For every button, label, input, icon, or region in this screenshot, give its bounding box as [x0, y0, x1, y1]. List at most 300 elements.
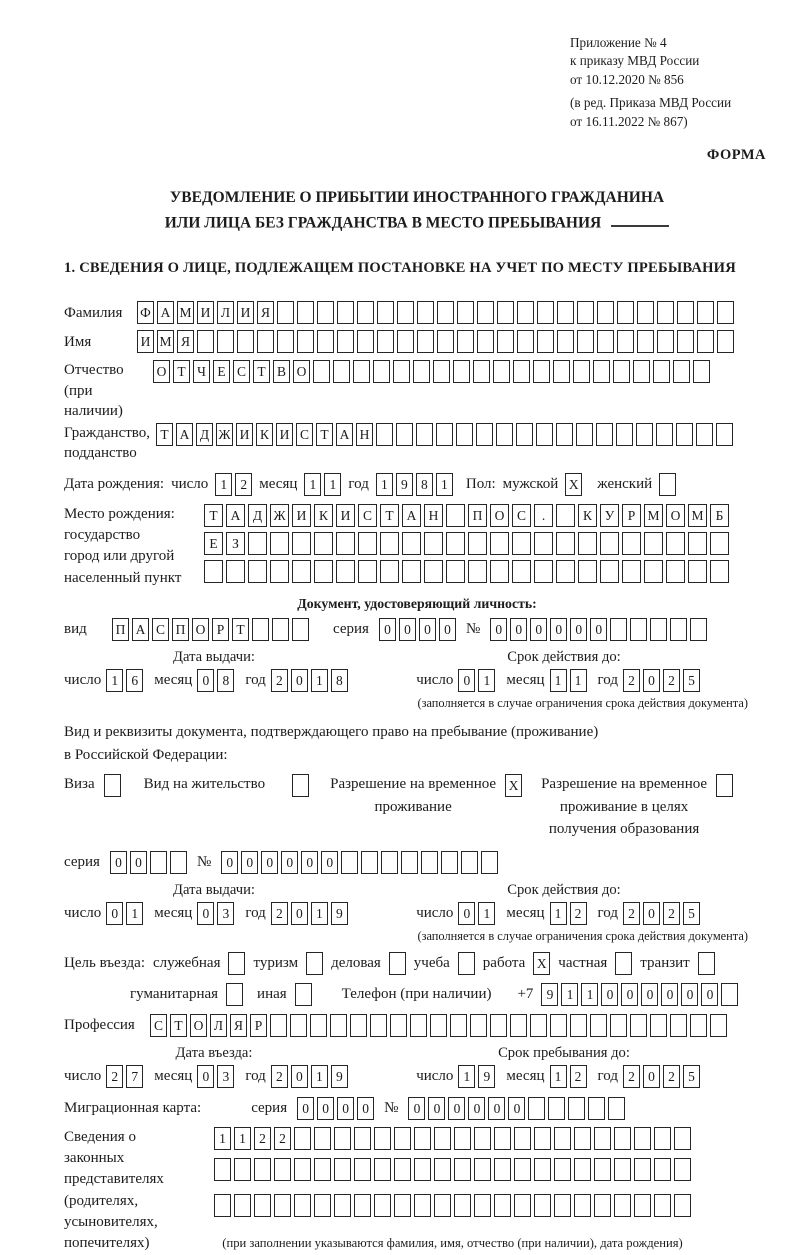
char-cell[interactable]	[297, 330, 314, 353]
birth-day-cells[interactable]	[215, 473, 252, 496]
char-cell[interactable]	[380, 560, 399, 583]
entry-month-cells[interactable]	[197, 1065, 234, 1088]
char-cell[interactable]: К	[314, 504, 333, 527]
char-cell[interactable]	[570, 1014, 587, 1037]
char-cell[interactable]	[433, 360, 450, 383]
char-cell[interactable]	[274, 1194, 291, 1217]
char-cell[interactable]: Л	[217, 301, 234, 324]
char-cell[interactable]	[688, 532, 707, 555]
residence-issue-month-cells[interactable]	[197, 902, 234, 925]
char-cell[interactable]	[608, 1097, 625, 1120]
char-cell[interactable]: Ж	[270, 504, 289, 527]
char-cell[interactable]: 2	[271, 902, 288, 925]
char-cell[interactable]: И	[237, 301, 254, 324]
char-cell[interactable]	[454, 1194, 471, 1217]
char-cell[interactable]	[634, 1158, 651, 1181]
residence-issue-year-cells[interactable]	[271, 902, 348, 925]
char-cell[interactable]: К	[578, 504, 597, 527]
char-cell[interactable]	[514, 1194, 531, 1217]
char-cell[interactable]	[417, 301, 434, 324]
char-cell[interactable]	[341, 851, 358, 874]
char-cell[interactable]	[557, 330, 574, 353]
char-cell[interactable]	[630, 1014, 647, 1037]
char-cell[interactable]: 1	[311, 902, 328, 925]
char-cell[interactable]	[630, 618, 647, 641]
char-cell[interactable]	[237, 330, 254, 353]
char-cell[interactable]: 0	[399, 618, 416, 641]
char-cell[interactable]	[380, 532, 399, 555]
entry-year-cells[interactable]	[271, 1065, 348, 1088]
char-cell[interactable]: И	[336, 504, 355, 527]
char-cell[interactable]	[170, 851, 187, 874]
char-cell[interactable]	[644, 560, 663, 583]
char-cell[interactable]: 9	[331, 1065, 348, 1088]
char-cell[interactable]	[528, 1097, 545, 1120]
char-cell[interactable]	[214, 1158, 231, 1181]
char-cell[interactable]	[494, 1194, 511, 1217]
char-cell[interactable]	[657, 301, 674, 324]
char-cell[interactable]	[354, 1158, 371, 1181]
char-cell[interactable]	[204, 560, 223, 583]
char-cell[interactable]: 0	[488, 1097, 505, 1120]
char-cell[interactable]	[597, 301, 614, 324]
char-cell[interactable]: Е	[213, 360, 230, 383]
char-cell[interactable]	[690, 618, 707, 641]
char-cell[interactable]	[616, 423, 633, 446]
representatives-row3-cells[interactable]	[214, 1194, 691, 1217]
char-cell[interactable]: 0	[448, 1097, 465, 1120]
doc-issue-year-cells[interactable]	[271, 669, 348, 692]
char-cell[interactable]: 0	[508, 1097, 525, 1120]
char-cell[interactable]	[710, 532, 729, 555]
char-cell[interactable]	[633, 360, 650, 383]
sex-male-checkbox[interactable]	[565, 473, 582, 496]
char-cell[interactable]: А	[226, 504, 245, 527]
char-cell[interactable]	[596, 423, 613, 446]
char-cell[interactable]: 1	[126, 902, 143, 925]
char-cell[interactable]: В	[273, 360, 290, 383]
char-cell[interactable]	[393, 360, 410, 383]
char-cell[interactable]: О	[666, 504, 685, 527]
char-cell[interactable]	[292, 560, 311, 583]
char-cell[interactable]	[676, 423, 693, 446]
char-cell[interactable]	[490, 1014, 507, 1037]
char-cell[interactable]	[295, 983, 312, 1006]
char-cell[interactable]: У	[600, 504, 619, 527]
char-cell[interactable]: 1	[311, 669, 328, 692]
char-cell[interactable]	[588, 1097, 605, 1120]
char-cell[interactable]: Я	[257, 301, 274, 324]
char-cell[interactable]: 0	[291, 669, 308, 692]
char-cell[interactable]: 1	[436, 473, 453, 496]
char-cell[interactable]	[257, 330, 274, 353]
char-cell[interactable]	[424, 560, 443, 583]
purpose-humanitarian-checkbox[interactable]	[226, 983, 243, 1006]
char-cell[interactable]	[294, 1127, 311, 1150]
char-cell[interactable]	[710, 560, 729, 583]
char-cell[interactable]	[534, 560, 553, 583]
char-cell[interactable]	[556, 423, 573, 446]
char-cell[interactable]	[434, 1158, 451, 1181]
char-cell[interactable]: А	[336, 423, 353, 446]
char-cell[interactable]: Т	[156, 423, 173, 446]
char-cell[interactable]	[314, 1158, 331, 1181]
residence-expiry-month-cells[interactable]	[550, 902, 587, 925]
char-cell[interactable]	[590, 1014, 607, 1037]
char-cell[interactable]	[593, 360, 610, 383]
char-cell[interactable]: М	[644, 504, 663, 527]
char-cell[interactable]	[554, 1158, 571, 1181]
char-cell[interactable]	[554, 1194, 571, 1217]
char-cell[interactable]	[594, 1158, 611, 1181]
char-cell[interactable]	[557, 301, 574, 324]
char-cell[interactable]: 0	[643, 669, 660, 692]
phone-cells[interactable]	[541, 983, 738, 1006]
stay-day-cells[interactable]	[458, 1065, 495, 1088]
char-cell[interactable]	[358, 560, 377, 583]
firstname-cells[interactable]	[137, 330, 734, 353]
char-cell[interactable]	[217, 330, 234, 353]
birth-month-cells[interactable]	[304, 473, 341, 496]
char-cell[interactable]	[512, 532, 531, 555]
char-cell[interactable]	[710, 1014, 727, 1037]
char-cell[interactable]	[272, 618, 289, 641]
birthplace-row3-cells[interactable]	[204, 560, 729, 583]
char-cell[interactable]: 1	[550, 669, 567, 692]
char-cell[interactable]	[537, 301, 554, 324]
char-cell[interactable]	[614, 1127, 631, 1150]
mc-series-cells[interactable]	[297, 1097, 374, 1120]
char-cell[interactable]: 0	[458, 669, 475, 692]
char-cell[interactable]: X	[565, 473, 582, 496]
char-cell[interactable]: 0	[621, 983, 638, 1006]
char-cell[interactable]	[654, 1194, 671, 1217]
char-cell[interactable]	[666, 532, 685, 555]
char-cell[interactable]: А	[157, 301, 174, 324]
doc-number-cells[interactable]	[490, 618, 707, 641]
char-cell[interactable]	[533, 360, 550, 383]
char-cell[interactable]	[497, 330, 514, 353]
char-cell[interactable]	[494, 1158, 511, 1181]
char-cell[interactable]: 0	[321, 851, 338, 874]
char-cell[interactable]: Ф	[137, 301, 154, 324]
char-cell[interactable]: Л	[210, 1014, 227, 1037]
char-cell[interactable]	[314, 1194, 331, 1217]
char-cell[interactable]	[376, 423, 393, 446]
stay-year-cells[interactable]	[623, 1065, 700, 1088]
char-cell[interactable]: 0	[643, 902, 660, 925]
char-cell[interactable]	[454, 1158, 471, 1181]
char-cell[interactable]	[634, 1127, 651, 1150]
char-cell[interactable]: 6	[126, 669, 143, 692]
char-cell[interactable]: 2	[235, 473, 252, 496]
purpose-transit-checkbox[interactable]	[698, 952, 715, 975]
char-cell[interactable]: К	[256, 423, 273, 446]
char-cell[interactable]	[292, 774, 309, 797]
char-cell[interactable]	[414, 1194, 431, 1217]
char-cell[interactable]	[666, 560, 685, 583]
char-cell[interactable]: А	[402, 504, 421, 527]
char-cell[interactable]	[476, 423, 493, 446]
char-cell[interactable]	[413, 360, 430, 383]
char-cell[interactable]	[474, 1127, 491, 1150]
char-cell[interactable]	[389, 952, 406, 975]
char-cell[interactable]	[446, 532, 465, 555]
char-cell[interactable]	[677, 301, 694, 324]
char-cell[interactable]	[234, 1194, 251, 1217]
char-cell[interactable]	[461, 851, 478, 874]
char-cell[interactable]: 1	[234, 1127, 251, 1150]
char-cell[interactable]: Б	[710, 504, 729, 527]
char-cell[interactable]: 1	[478, 902, 495, 925]
char-cell[interactable]	[576, 423, 593, 446]
char-cell[interactable]: О	[490, 504, 509, 527]
char-cell[interactable]: X	[533, 952, 550, 975]
char-cell[interactable]: 0	[106, 902, 123, 925]
char-cell[interactable]: 9	[396, 473, 413, 496]
char-cell[interactable]: 2	[623, 669, 640, 692]
char-cell[interactable]	[394, 1127, 411, 1150]
char-cell[interactable]: Н	[424, 504, 443, 527]
char-cell[interactable]: Д	[248, 504, 267, 527]
char-cell[interactable]	[334, 1127, 351, 1150]
char-cell[interactable]	[358, 532, 377, 555]
char-cell[interactable]	[610, 618, 627, 641]
char-cell[interactable]	[333, 360, 350, 383]
stay-month-cells[interactable]	[550, 1065, 587, 1088]
char-cell[interactable]	[270, 1014, 287, 1037]
char-cell[interactable]: 8	[331, 669, 348, 692]
char-cell[interactable]	[436, 423, 453, 446]
char-cell[interactable]	[574, 1158, 591, 1181]
char-cell[interactable]: 0	[510, 618, 527, 641]
char-cell[interactable]: 5	[683, 669, 700, 692]
char-cell[interactable]: Т	[316, 423, 333, 446]
char-cell[interactable]	[496, 423, 513, 446]
char-cell[interactable]: 0	[291, 1065, 308, 1088]
char-cell[interactable]: Я	[230, 1014, 247, 1037]
char-cell[interactable]: 0	[468, 1097, 485, 1120]
residence-permit-checkbox[interactable]	[292, 774, 309, 797]
char-cell[interactable]: 0	[301, 851, 318, 874]
char-cell[interactable]	[556, 560, 575, 583]
char-cell[interactable]	[434, 1194, 451, 1217]
char-cell[interactable]	[313, 360, 330, 383]
char-cell[interactable]	[357, 301, 374, 324]
char-cell[interactable]: М	[688, 504, 707, 527]
residence-expiry-day-cells[interactable]	[458, 902, 495, 925]
birthplace-row1-cells[interactable]	[204, 504, 729, 527]
char-cell[interactable]: 0	[601, 983, 618, 1006]
char-cell[interactable]	[474, 1194, 491, 1217]
char-cell[interactable]	[377, 301, 394, 324]
char-cell[interactable]: 2	[570, 1065, 587, 1088]
char-cell[interactable]: Т	[173, 360, 190, 383]
char-cell[interactable]	[717, 301, 734, 324]
char-cell[interactable]: 3	[217, 1065, 234, 1088]
char-cell[interactable]	[670, 618, 687, 641]
char-cell[interactable]	[473, 360, 490, 383]
char-cell[interactable]	[578, 560, 597, 583]
char-cell[interactable]: 1	[324, 473, 341, 496]
char-cell[interactable]	[696, 423, 713, 446]
char-cell[interactable]: Ж	[216, 423, 233, 446]
char-cell[interactable]: 1	[561, 983, 578, 1006]
char-cell[interactable]	[314, 1127, 331, 1150]
char-cell[interactable]	[394, 1158, 411, 1181]
char-cell[interactable]: 0	[550, 618, 567, 641]
char-cell[interactable]	[477, 330, 494, 353]
char-cell[interactable]	[534, 532, 553, 555]
char-cell[interactable]	[644, 532, 663, 555]
char-cell[interactable]: 2	[623, 902, 640, 925]
char-cell[interactable]	[573, 360, 590, 383]
char-cell[interactable]	[314, 532, 333, 555]
purpose-work-checkbox[interactable]	[533, 952, 550, 975]
char-cell[interactable]	[397, 330, 414, 353]
char-cell[interactable]	[622, 560, 641, 583]
doc-series-cells[interactable]	[379, 618, 456, 641]
char-cell[interactable]: 0	[570, 618, 587, 641]
char-cell[interactable]	[517, 330, 534, 353]
char-cell[interactable]: А	[132, 618, 149, 641]
char-cell[interactable]	[441, 851, 458, 874]
char-cell[interactable]: 0	[408, 1097, 425, 1120]
char-cell[interactable]: 1	[215, 473, 232, 496]
char-cell[interactable]: 0	[641, 983, 658, 1006]
doc-issue-month-cells[interactable]	[197, 669, 234, 692]
char-cell[interactable]	[510, 1014, 527, 1037]
char-cell[interactable]	[252, 618, 269, 641]
char-cell[interactable]: 0	[130, 851, 147, 874]
char-cell[interactable]	[226, 983, 243, 1006]
char-cell[interactable]: 1	[311, 1065, 328, 1088]
char-cell[interactable]: Е	[204, 532, 223, 555]
char-cell[interactable]	[396, 423, 413, 446]
char-cell[interactable]: 3	[217, 902, 234, 925]
char-cell[interactable]	[613, 360, 630, 383]
char-cell[interactable]	[277, 330, 294, 353]
char-cell[interactable]	[670, 1014, 687, 1037]
char-cell[interactable]: 0	[291, 902, 308, 925]
char-cell[interactable]: X	[505, 774, 522, 797]
char-cell[interactable]	[514, 1127, 531, 1150]
char-cell[interactable]: И	[236, 423, 253, 446]
char-cell[interactable]	[254, 1158, 271, 1181]
char-cell[interactable]	[402, 560, 421, 583]
char-cell[interactable]	[600, 532, 619, 555]
char-cell[interactable]: М	[177, 301, 194, 324]
char-cell[interactable]	[514, 1158, 531, 1181]
char-cell[interactable]: 1	[214, 1127, 231, 1150]
char-cell[interactable]	[490, 532, 509, 555]
char-cell[interactable]	[377, 330, 394, 353]
char-cell[interactable]: И	[276, 423, 293, 446]
char-cell[interactable]	[614, 1194, 631, 1217]
char-cell[interactable]	[457, 330, 474, 353]
char-cell[interactable]	[534, 1158, 551, 1181]
char-cell[interactable]: С	[512, 504, 531, 527]
char-cell[interactable]	[150, 851, 167, 874]
char-cell[interactable]	[653, 360, 670, 383]
char-cell[interactable]: 0	[197, 669, 214, 692]
char-cell[interactable]: Т	[380, 504, 399, 527]
char-cell[interactable]: И	[197, 301, 214, 324]
char-cell[interactable]: 2	[663, 1065, 680, 1088]
char-cell[interactable]	[254, 1194, 271, 1217]
char-cell[interactable]: П	[172, 618, 189, 641]
char-cell[interactable]	[468, 532, 487, 555]
char-cell[interactable]: 0	[643, 1065, 660, 1088]
char-cell[interactable]: 0	[297, 1097, 314, 1120]
char-cell[interactable]	[334, 1158, 351, 1181]
char-cell[interactable]	[330, 1014, 347, 1037]
char-cell[interactable]	[373, 360, 390, 383]
char-cell[interactable]: С	[233, 360, 250, 383]
char-cell[interactable]	[270, 560, 289, 583]
char-cell[interactable]	[597, 330, 614, 353]
char-cell[interactable]	[314, 560, 333, 583]
entry-day-cells[interactable]	[106, 1065, 143, 1088]
char-cell[interactable]	[537, 330, 554, 353]
char-cell[interactable]	[234, 1158, 251, 1181]
char-cell[interactable]	[697, 330, 714, 353]
citizenship-cells[interactable]	[156, 423, 733, 446]
char-cell[interactable]: 0	[701, 983, 718, 1006]
char-cell[interactable]	[248, 560, 267, 583]
char-cell[interactable]	[556, 532, 575, 555]
char-cell[interactable]	[454, 1127, 471, 1150]
char-cell[interactable]	[354, 1127, 371, 1150]
char-cell[interactable]	[292, 618, 309, 641]
char-cell[interactable]	[697, 301, 714, 324]
purpose-official-checkbox[interactable]	[228, 952, 245, 975]
char-cell[interactable]: 8	[217, 669, 234, 692]
char-cell[interactable]: 0	[281, 851, 298, 874]
char-cell[interactable]	[594, 1194, 611, 1217]
char-cell[interactable]: 0	[197, 1065, 214, 1088]
residence-issue-day-cells[interactable]	[106, 902, 143, 925]
char-cell[interactable]	[578, 532, 597, 555]
char-cell[interactable]	[457, 301, 474, 324]
char-cell[interactable]	[350, 1014, 367, 1037]
char-cell[interactable]	[634, 1194, 651, 1217]
char-cell[interactable]: 1	[550, 902, 567, 925]
char-cell[interactable]	[698, 952, 715, 975]
char-cell[interactable]	[512, 560, 531, 583]
char-cell[interactable]	[421, 851, 438, 874]
char-cell[interactable]	[577, 330, 594, 353]
char-cell[interactable]	[437, 301, 454, 324]
char-cell[interactable]	[397, 301, 414, 324]
char-cell[interactable]: 0	[379, 618, 396, 641]
char-cell[interactable]	[493, 360, 510, 383]
char-cell[interactable]	[677, 330, 694, 353]
char-cell[interactable]: 5	[683, 1065, 700, 1088]
char-cell[interactable]	[336, 532, 355, 555]
char-cell[interactable]	[446, 504, 465, 527]
char-cell[interactable]	[617, 330, 634, 353]
char-cell[interactable]	[673, 360, 690, 383]
char-cell[interactable]	[550, 1014, 567, 1037]
char-cell[interactable]	[437, 330, 454, 353]
char-cell[interactable]: 5	[683, 902, 700, 925]
char-cell[interactable]	[336, 560, 355, 583]
char-cell[interactable]: 0	[221, 851, 238, 874]
char-cell[interactable]: .	[534, 504, 553, 527]
char-cell[interactable]	[290, 1014, 307, 1037]
char-cell[interactable]: 0	[261, 851, 278, 874]
